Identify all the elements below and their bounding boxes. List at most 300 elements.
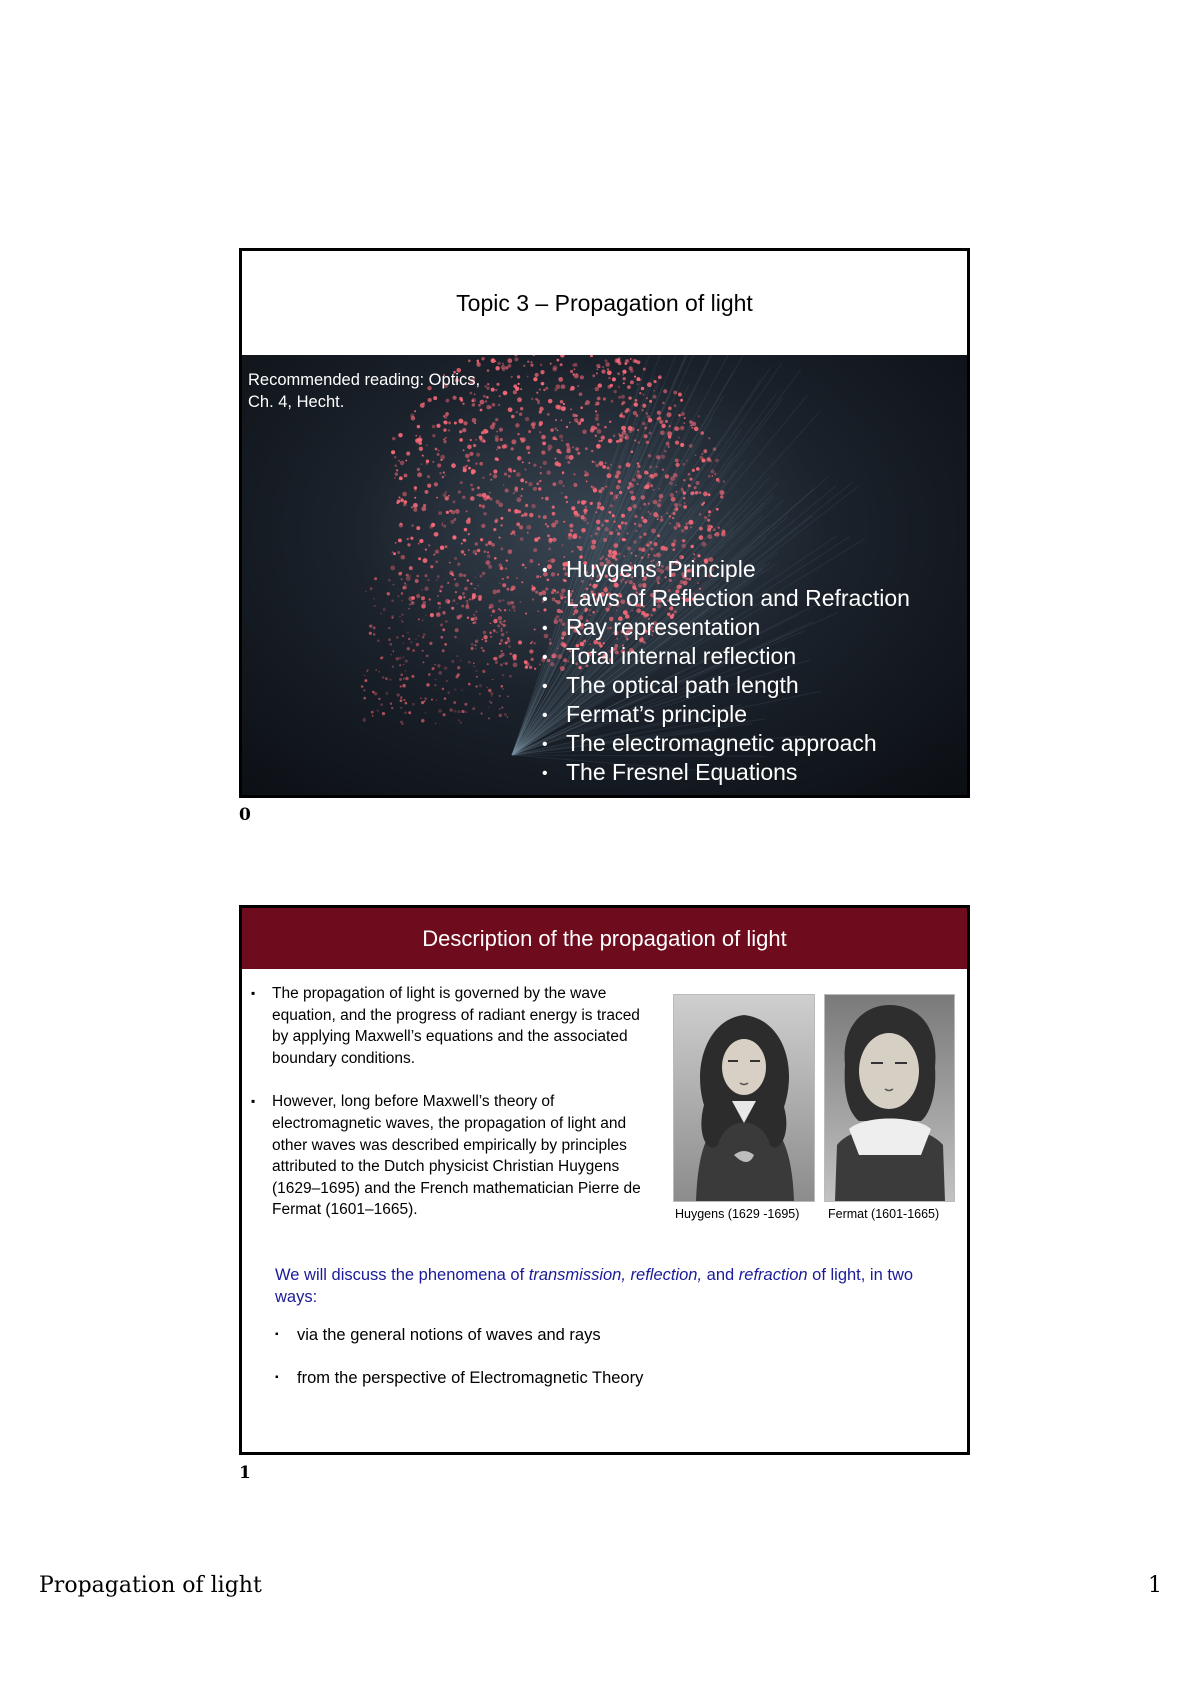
- fiber-tip: [456, 615, 460, 619]
- fiber-tip: [647, 382, 652, 387]
- fiber-tip: [490, 479, 492, 481]
- fiber-tip: [631, 496, 636, 501]
- fiber-tip: [516, 472, 521, 477]
- fiber-tip: [595, 401, 599, 405]
- fiber-tip: [429, 486, 431, 488]
- fiber-tip: [392, 666, 394, 668]
- fiber-tip: [584, 512, 587, 515]
- fiber-tip: [595, 435, 597, 437]
- fiber-tip: [682, 463, 685, 466]
- fiber-tip: [562, 472, 564, 474]
- fiber-tip: [454, 636, 457, 639]
- fiber-tip: [464, 703, 467, 706]
- fiber-tip: [442, 522, 444, 524]
- fiber-tip: [447, 600, 450, 603]
- fiber-tip: [410, 641, 412, 643]
- fiber-tip: [395, 472, 398, 475]
- fiber-tip: [482, 649, 485, 652]
- fiber-tip: [378, 698, 380, 700]
- fiber-tip: [541, 435, 546, 440]
- fiber-tip: [595, 410, 597, 412]
- fiber-tip: [623, 430, 626, 433]
- fiber-tip: [640, 379, 642, 381]
- fiber-tip: [517, 383, 519, 385]
- bullet-item: ▪ However, long before Maxwell’s theory of electromagnetic waves, the propagation of light and other waves was described empirically by principles attributed to the Dutch physicist Christian Huygens (1629–1695) and the French mathematician Pierre de Fermat (1601–1665).: [248, 1091, 643, 1221]
- fiber-tip: [495, 438, 499, 442]
- fiber-tip: [374, 577, 377, 580]
- fiber-tip: [455, 591, 457, 593]
- fiber-tip: [621, 522, 623, 524]
- fiber-tip: [463, 539, 466, 542]
- fiber-tip: [482, 670, 485, 673]
- fiber-tip: [500, 664, 503, 667]
- fiber-tip: [598, 489, 602, 493]
- fiber-tip: [490, 623, 492, 625]
- fiber-tip: [637, 470, 640, 473]
- fiber-tip: [479, 693, 481, 695]
- fiber-tip: [444, 697, 446, 699]
- fiber-tip: [660, 518, 664, 522]
- fiber-tip: [689, 444, 693, 448]
- fiber-tip: [649, 432, 652, 435]
- fiber-tip: [720, 495, 723, 498]
- fiber-tip: [475, 611, 477, 613]
- fiber-tip: [707, 534, 712, 539]
- fiber-tip: [406, 452, 410, 456]
- fiber-tip: [688, 520, 693, 525]
- fiber-tip: [501, 628, 503, 630]
- fiber-tip: [698, 415, 700, 417]
- fiber-tip: [394, 477, 396, 479]
- fiber-tip: [621, 395, 625, 399]
- fiber-tip: [555, 458, 557, 460]
- fiber-tip: [373, 633, 376, 636]
- fiber-tip: [688, 473, 691, 476]
- fiber-tip: [532, 426, 535, 429]
- fiber-tip: [674, 404, 677, 407]
- fiber-tip: [599, 461, 604, 466]
- fiber-tip: [657, 518, 659, 520]
- fiber-tip: [399, 523, 403, 527]
- fiber-tip: [652, 489, 654, 491]
- fiber-tip: [638, 524, 642, 528]
- fiber-tip: [528, 482, 533, 487]
- fiber-tip: [627, 546, 631, 550]
- fiber-tip: [401, 723, 403, 725]
- fiber-tip: [433, 554, 435, 556]
- fiber-tip: [653, 500, 658, 505]
- fiber-tip: [392, 551, 394, 553]
- fiber-tip: [495, 661, 498, 664]
- fiber-tip: [531, 658, 534, 661]
- fiber-tip: [574, 418, 578, 422]
- fiber-tip: [623, 382, 625, 384]
- fiber-tip: [430, 613, 434, 617]
- bullet-list: [248, 983, 643, 1243]
- fiber-tip: [514, 534, 516, 536]
- fiber-tip: [416, 594, 420, 598]
- fiber-tip: [424, 697, 427, 700]
- fiber-tip: [649, 400, 652, 403]
- fiber-tip: [699, 491, 702, 494]
- fiber-tip: [508, 407, 513, 412]
- fiber-tip: [520, 388, 522, 390]
- fiber-tip: [489, 473, 491, 475]
- fiber-tip: [631, 450, 634, 453]
- fiber-tip: [515, 486, 519, 490]
- fiber-tip: [397, 551, 400, 554]
- fiber-tip: [510, 533, 513, 536]
- fiber-tip: [533, 377, 537, 381]
- fiber-tip: [616, 529, 618, 531]
- fiber-tip: [406, 584, 407, 585]
- fiber-tip: [410, 602, 412, 604]
- fiber-tip: [506, 560, 508, 562]
- fiber-tip: [411, 675, 414, 678]
- fiber-tip: [567, 461, 570, 464]
- fiber-tip: [503, 391, 508, 396]
- fiber-tip: [508, 549, 513, 554]
- fiber-tip: [530, 363, 533, 366]
- fiber-tip: [649, 466, 652, 469]
- fiber-tip: [517, 433, 519, 435]
- fiber-tip: [483, 496, 487, 500]
- fiber-tip: [561, 492, 563, 494]
- fiber-tip: [566, 443, 570, 447]
- fiber-tip: [495, 366, 499, 370]
- fiber-tip: [449, 562, 451, 564]
- fiber-tip: [422, 650, 424, 652]
- fiber-tip: [443, 471, 445, 473]
- fiber-tip: [516, 522, 520, 526]
- fiber-tip: [436, 699, 437, 700]
- fiber-tip: [704, 516, 707, 519]
- fiber-tip: [601, 369, 605, 373]
- fiber-tip: [396, 469, 398, 471]
- fiber-tip: [480, 400, 485, 405]
- fiber-tip: [467, 518, 470, 521]
- fiber-tip: [428, 544, 430, 546]
- fiber-tip: [367, 669, 369, 671]
- fiber-tip: [447, 582, 449, 584]
- fiber-tip: [666, 512, 668, 514]
- fiber-tip: [468, 683, 471, 686]
- fiber-tip: [462, 496, 465, 499]
- fiber-tip: [363, 697, 366, 700]
- fiber-tip: [474, 644, 476, 646]
- fiber-tip: [607, 473, 612, 478]
- fiber-tip: [500, 639, 503, 642]
- fiber-tip: [436, 497, 438, 499]
- fiber-tip: [398, 496, 400, 498]
- fiber-tip: [541, 382, 545, 386]
- fiber-tip: [605, 486, 607, 488]
- fiber-tip: [648, 418, 653, 423]
- fiber-tip: [471, 471, 475, 475]
- fiber-tip: [611, 400, 614, 403]
- fiber-tip: [434, 482, 438, 486]
- fiber-tip: [595, 464, 599, 468]
- fiber-tip: [485, 640, 488, 643]
- fiber-tip: [566, 426, 568, 428]
- fiber-tip: [595, 532, 598, 535]
- fiber-tip: [444, 643, 447, 646]
- fiber-tip: [599, 366, 601, 368]
- fiber-tip: [680, 399, 683, 402]
- ways-list: [275, 1326, 643, 1412]
- fiber-tip: [478, 595, 482, 599]
- fiber-tip: [440, 636, 443, 639]
- fiber-tip: [394, 456, 397, 459]
- fiber-tip: [614, 543, 619, 548]
- fiber-tip: [435, 560, 438, 563]
- fiber-tip: [601, 436, 605, 440]
- fiber-tip: [498, 404, 500, 406]
- fiber-tip: [402, 656, 404, 658]
- fiber-tip: [500, 629, 502, 631]
- fiber-tip: [475, 439, 477, 441]
- fiber-tip: [497, 589, 501, 593]
- fiber-tip: [432, 667, 435, 670]
- fiber-tip: [661, 516, 663, 518]
- fiber-tip: [507, 695, 509, 697]
- fiber-tip: [656, 466, 658, 468]
- fiber-tip: [531, 398, 534, 401]
- fiber-tip: [408, 608, 410, 610]
- fiber-tip: [372, 715, 374, 717]
- fiber-tip: [591, 545, 596, 550]
- fiber-tip: [437, 664, 440, 667]
- fiber-tip: [486, 396, 489, 399]
- fiber-tip: [622, 374, 624, 376]
- fiber-tip: [418, 635, 420, 637]
- fiber-tip: [422, 455, 424, 457]
- fiber-tip: [540, 472, 542, 474]
- fiber-tip: [398, 460, 400, 462]
- fiber-tip: [561, 439, 563, 441]
- fiber-tip: [701, 542, 706, 547]
- fiber-tip: [473, 614, 475, 616]
- fiber-tip: [720, 490, 725, 495]
- fiber-tip: [634, 376, 636, 378]
- fiber-tip: [400, 461, 405, 466]
- fiber-tip: [369, 624, 372, 627]
- fiber-tip: [605, 362, 610, 367]
- topic-item: • The electromagnetic approach: [542, 729, 910, 758]
- fiber-tip: [454, 578, 456, 580]
- fiber-tip: [495, 500, 499, 504]
- fiber-tip: [490, 692, 493, 695]
- fiber-tip: [494, 557, 497, 560]
- fiber-tip: [380, 703, 383, 706]
- fiber-tip: [629, 491, 631, 493]
- fiber-tip: [607, 385, 611, 389]
- fiber-tip: [511, 447, 514, 450]
- fiber-tip: [477, 585, 478, 586]
- fiber-tip: [440, 545, 445, 550]
- fiber-tip: [447, 691, 450, 694]
- fiber-tip: [517, 375, 520, 378]
- fiber-tip: [574, 368, 576, 370]
- fiber-tip: [566, 501, 568, 503]
- fiber-tip: [364, 675, 365, 676]
- fiber-tip: [472, 707, 475, 710]
- fiber-tip: [701, 453, 703, 455]
- fiber-tip: [495, 418, 498, 421]
- page-number: 1: [1148, 1573, 1162, 1598]
- fiber-tip: [504, 472, 507, 475]
- fiber-tip: [380, 657, 383, 660]
- fiber-tip: [516, 411, 518, 413]
- fiber-tip: [680, 426, 685, 431]
- fiber-tip: [502, 674, 505, 677]
- fiber-tip: [505, 488, 509, 492]
- fiber-tip: [496, 431, 498, 433]
- fiber-tip: [539, 388, 541, 390]
- fiber-tip: [451, 660, 454, 663]
- fiber-tip: [402, 492, 407, 497]
- fiber-tip: [436, 579, 438, 581]
- fiber-tip: [395, 542, 397, 544]
- fiber-tip: [612, 514, 614, 516]
- fiber-tip: [682, 539, 685, 542]
- fiber-tip: [422, 589, 423, 590]
- fiber-tip: [554, 520, 558, 524]
- fiber-tip: [446, 680, 448, 682]
- fiber-tip: [479, 575, 482, 578]
- fiber-tip: [390, 565, 395, 570]
- fiber-tip: [486, 687, 488, 689]
- fiber-tip: [490, 631, 492, 633]
- huygens-portrait: [673, 994, 815, 1202]
- fiber-tip: [668, 446, 670, 448]
- fiber-tip: [443, 525, 446, 528]
- fiber-tip: [699, 527, 703, 531]
- fiber-tip: [650, 547, 653, 550]
- fiber-tip: [484, 551, 486, 553]
- fiber-tip: [637, 383, 639, 385]
- fiber-tip: [400, 699, 403, 702]
- fiber-tip: [443, 440, 446, 443]
- fiber-tip: [464, 528, 468, 532]
- fiber-tip: [471, 598, 473, 600]
- fiber-tip: [635, 530, 637, 532]
- fiber-tip: [460, 722, 462, 724]
- fiber-tip: [650, 484, 653, 487]
- fiber-tip: [668, 406, 672, 410]
- fiber-tip: [633, 540, 637, 544]
- fiber-tip: [499, 714, 503, 718]
- fiber-tip: [707, 457, 711, 461]
- fiber-tip: [454, 422, 457, 425]
- fiber-tip: [598, 440, 600, 442]
- fiber-tip: [438, 602, 441, 605]
- fiber-tip: [408, 711, 411, 714]
- fiber-tip: [483, 635, 487, 639]
- fiber-tip: [708, 493, 711, 496]
- fiber-tip: [703, 449, 707, 453]
- fiber-tip: [520, 537, 524, 541]
- fiber-tip: [621, 402, 624, 405]
- fiber-tip: [494, 520, 497, 523]
- fiber-tip: [411, 596, 415, 600]
- fiber-tip: [439, 607, 441, 609]
- fiber-tip: [454, 689, 455, 690]
- fiber-tip: [591, 450, 593, 452]
- fiber-tip: [437, 453, 440, 456]
- fiber-tip: [483, 429, 488, 434]
- fiber-tip: [401, 578, 403, 580]
- fiber-tip: [545, 387, 548, 390]
- fiber-tip: [485, 543, 488, 546]
- fiber-tip: [536, 392, 538, 394]
- fiber-tip: [487, 663, 489, 665]
- fiber-tip: [699, 513, 701, 515]
- fiber-tip: [363, 718, 366, 721]
- fiber-tip: [637, 465, 640, 468]
- discussion-text: [275, 1264, 925, 1308]
- fiber-tip: [405, 702, 408, 705]
- fiber-tip: [643, 368, 646, 371]
- fiber-tip: [570, 370, 573, 373]
- fiber-tip: [405, 670, 407, 672]
- fiber-tip: [388, 627, 390, 629]
- fiber-tip: [405, 677, 409, 681]
- fiber-tip: [463, 596, 465, 598]
- fiber-tip: [438, 709, 441, 712]
- fiber-tip: [505, 567, 507, 569]
- fiber-tip: [711, 470, 715, 474]
- fiber-tip: [399, 616, 400, 617]
- fiber-tip: [669, 425, 671, 427]
- fiber-tip: [529, 513, 533, 517]
- fiber-tip: [619, 435, 623, 439]
- fiber-tip: [512, 654, 517, 659]
- fiber-tip: [453, 599, 456, 602]
- fiber-tip: [475, 577, 476, 578]
- fiber-tip: [627, 532, 629, 534]
- fiber-tip: [510, 601, 513, 604]
- fiber-tip: [451, 510, 455, 514]
- fiber-tip: [398, 595, 400, 597]
- fiber-tip: [675, 463, 679, 467]
- fiber-tip: [459, 438, 463, 442]
- fiber-tip: [475, 648, 476, 649]
- fiber-tip: [508, 364, 512, 368]
- fiber-tip: [539, 431, 541, 433]
- fiber-tip: [712, 475, 714, 477]
- fiber-tip: [550, 363, 552, 365]
- fiber-tip: [723, 480, 726, 483]
- fiber-tip: [501, 524, 503, 526]
- fiber-tip: [373, 629, 374, 630]
- fiber-tip: [641, 495, 645, 499]
- fiber-tip: [675, 440, 679, 444]
- fiber-tip: [521, 439, 525, 443]
- fiber-tip: [469, 598, 471, 600]
- fiber-tip: [401, 620, 402, 621]
- fiber-tip: [526, 446, 530, 450]
- fiber-tip: [426, 655, 429, 658]
- fiber-tip: [459, 430, 462, 433]
- fiber-tip: [392, 584, 394, 586]
- fiber-tip: [648, 454, 651, 457]
- fiber-tip: [503, 624, 506, 627]
- fiber-tip: [445, 437, 447, 439]
- fiber-tip: [435, 550, 439, 554]
- fiber-tip: [383, 608, 386, 611]
- fiber-tip: [426, 683, 430, 687]
